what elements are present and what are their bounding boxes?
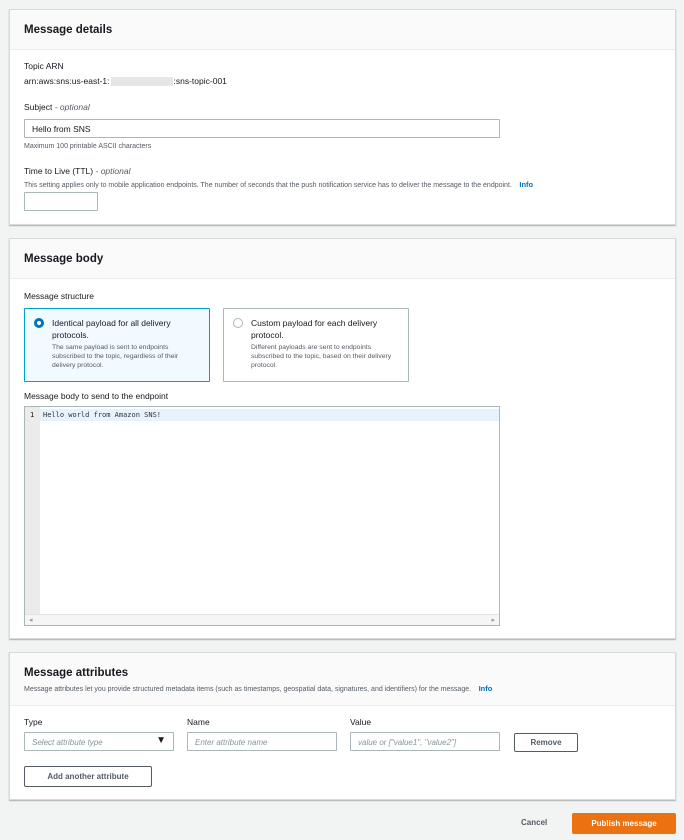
scroll-left-icon[interactable]: ◂ (29, 617, 33, 624)
ttl-description (24, 179, 533, 189)
attribute-name-input[interactable] (187, 732, 337, 751)
attribute-value-input[interactable] (350, 732, 500, 751)
message-attributes-panel (9, 652, 676, 800)
custom-payload-desc: Different payloads are sent to endpoints subscribed to the topic, based on their delivery protocol. (251, 344, 392, 369)
message-attributes-header (10, 653, 675, 706)
publish-message-button[interactable]: Publish message (572, 813, 676, 834)
topic-arn-label: Topic ARN (24, 61, 64, 71)
add-attribute-button[interactable]: Add another attribute (24, 766, 152, 787)
message-details-panel (9, 9, 676, 225)
scroll-right-icon[interactable]: ▸ (491, 617, 495, 624)
identical-payload-option[interactable] (24, 308, 210, 382)
message-body-panel (9, 238, 676, 639)
editor-horizontal-scrollbar[interactable] (25, 614, 499, 625)
identical-payload-radio[interactable] (34, 318, 44, 328)
cancel-button[interactable]: Cancel (521, 818, 548, 827)
message-structure-label: Message structure (24, 291, 94, 301)
subject-hint: Maximum 100 printable ASCII characters (24, 143, 152, 150)
message-body-editor-label: Message body to send to the endpoint (24, 391, 169, 401)
ttl-info-link[interactable]: Info (519, 180, 534, 189)
message-body-header (10, 239, 675, 279)
custom-payload-option[interactable] (223, 308, 409, 382)
attribute-type-placeholder: Select attribute type (32, 738, 103, 747)
ttl-label (24, 166, 130, 176)
subject-optional-text: - optional (54, 102, 90, 112)
attribute-value-placeholder: value or ["value1", "value2"] (358, 738, 457, 747)
message-details-header (10, 10, 675, 50)
attribute-type-select[interactable] (24, 732, 174, 751)
attribute-name-label: Name (187, 717, 210, 727)
message-attributes-title: Message attributes (24, 667, 129, 679)
ttl-optional-text: - optional (95, 166, 131, 176)
subject-label (24, 102, 90, 112)
ttl-label-text: Time to Live (TTL) (24, 166, 94, 176)
message-attributes-desc-text: Message attributes let you provide structured metadata items (such as timestamps, geospatial data, signatures, and identifiers) for the message. (24, 686, 472, 693)
attribute-type-label: Type (24, 717, 43, 727)
redacted-account-id (111, 77, 173, 86)
chevron-down-icon: ▼ (156, 735, 166, 746)
message-body-editor[interactable] (24, 406, 500, 626)
attribute-value-label: Value (350, 717, 372, 727)
line-number: 1 (30, 411, 35, 419)
editor-gutter (25, 407, 40, 614)
message-attributes-description (24, 683, 661, 693)
subject-input[interactable]: Hello from SNS (24, 119, 500, 138)
attribute-name-placeholder: Enter attribute name (195, 738, 268, 747)
ttl-desc-text: This setting applies only to mobile application endpoints. The number of seconds that the push notification service has to deliver the message to the endpoint. (24, 182, 512, 189)
topic-arn-suffix: :sns-topic-001 (173, 76, 227, 86)
ttl-input[interactable] (24, 192, 98, 211)
topic-arn-value (24, 76, 227, 86)
message-attributes-info-link[interactable]: Info (478, 684, 493, 693)
message-body-title: Message body (24, 253, 104, 265)
editor-line-1[interactable]: Hello world from Amazon SNS! (40, 409, 499, 421)
message-details-title: Message details (24, 24, 113, 36)
custom-payload-radio[interactable] (233, 318, 243, 328)
remove-attribute-button[interactable]: Remove (514, 733, 578, 752)
subject-label-text: Subject (24, 102, 53, 112)
custom-payload-title: Custom payload for each delivery protocol. (251, 318, 378, 340)
identical-payload-desc: The same payload is sent to endpoints subscribed to the topic, regardless of their delivery protocol. (52, 344, 179, 369)
topic-arn-prefix: arn:aws:sns:us-east-1: (24, 76, 110, 86)
identical-payload-title: Identical payload for all delivery protocols. (52, 318, 171, 340)
